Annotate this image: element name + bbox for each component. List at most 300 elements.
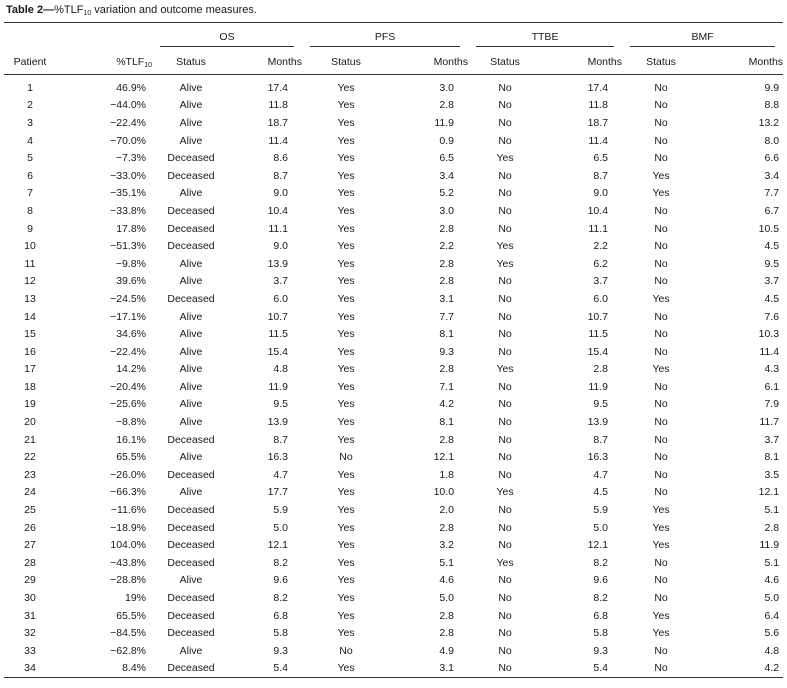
group-header-os xyxy=(152,23,302,51)
cell-os-status: Deceased xyxy=(167,468,215,481)
cell-pfs-status: Yes xyxy=(337,521,355,534)
cell-tlf: 14.2% xyxy=(116,363,146,376)
cell-bmf-months: 3.7 xyxy=(764,433,780,446)
cell-ttbe-status: No xyxy=(498,134,512,147)
cell-os-months: 3.7 xyxy=(273,275,289,288)
caption-subscript: 10 xyxy=(83,10,92,17)
cell-tlf: −66.3% xyxy=(110,486,146,499)
cell-os-status: Alive xyxy=(179,416,203,429)
cell-pfs-months: 1.8 xyxy=(439,468,455,481)
cell-os-months: 5.9 xyxy=(273,504,289,517)
cell-pfs-months: 3.0 xyxy=(439,81,455,94)
cell-ttbe-status: Yes xyxy=(496,486,514,499)
cell-os-months: 8.2 xyxy=(273,592,289,605)
cell-os-months: 5.8 xyxy=(273,627,289,640)
table-row xyxy=(4,396,783,414)
cell-ttbe-months: 6.5 xyxy=(593,152,609,165)
cell-os-months: 10.7 xyxy=(267,310,289,323)
cell-pfs-months: 2.8 xyxy=(439,363,455,376)
cell-os-months: 5.0 xyxy=(273,521,289,534)
table-row xyxy=(4,255,783,273)
cell-pfs-status: Yes xyxy=(337,539,355,552)
cell-bmf-months: 8.8 xyxy=(764,99,780,112)
cell-pfs-status: Yes xyxy=(337,433,355,446)
cell-os-status: Alive xyxy=(179,187,203,200)
cell-pfs-months: 11.9 xyxy=(434,116,455,129)
cell-bmf-months: 6.6 xyxy=(764,152,780,165)
cell-bmf-status: No xyxy=(654,99,668,112)
table-row xyxy=(4,484,783,502)
cell-os-months: 17.7 xyxy=(267,486,289,499)
cell-os-months: 9.6 xyxy=(273,574,289,587)
table-row xyxy=(4,167,783,185)
cell-pfs-months: 2.8 xyxy=(439,433,455,446)
cell-ttbe-months: 5.9 xyxy=(593,504,609,517)
cell-bmf-months: 4.3 xyxy=(764,363,780,376)
cell-ttbe-status: No xyxy=(498,345,512,358)
cell-os-status: Deceased xyxy=(167,627,215,640)
cell-ttbe-status: No xyxy=(498,662,512,675)
cell-os-months: 4.8 xyxy=(273,363,289,376)
table-row xyxy=(4,554,783,572)
cell-ttbe-status: Yes xyxy=(496,556,514,569)
cell-bmf-months: 3.5 xyxy=(764,468,780,481)
cell-ttbe-status: No xyxy=(498,644,512,657)
cell-bmf-status: No xyxy=(654,398,668,411)
cell-ttbe-status: No xyxy=(498,292,512,305)
cell-os-months: 8.7 xyxy=(273,169,289,182)
cell-ttbe-months: 6.2 xyxy=(593,257,609,270)
cell-pfs-months: 2.2 xyxy=(439,240,455,253)
cell-pfs-status: Yes xyxy=(337,222,355,235)
cell-patient: 11 xyxy=(24,257,36,270)
cell-os-status: Alive xyxy=(179,363,203,376)
cell-bmf-months: 4.2 xyxy=(764,662,780,675)
cell-tlf: −44.0% xyxy=(110,99,146,112)
cell-bmf-months: 9.9 xyxy=(764,81,780,94)
cell-ttbe-status: No xyxy=(498,275,512,288)
cell-ttbe-months: 6.0 xyxy=(593,292,609,305)
cell-pfs-months: 3.1 xyxy=(439,292,455,305)
cell-ttbe-status: Yes xyxy=(496,257,514,270)
cell-ttbe-months: 11.4 xyxy=(588,134,609,147)
cell-bmf-months: 10.5 xyxy=(758,222,780,235)
cell-os-months: 11.4 xyxy=(268,134,289,147)
cell-os-months: 11.5 xyxy=(268,328,289,341)
cell-bmf-months: 2.8 xyxy=(764,521,780,534)
table-row xyxy=(4,290,783,308)
cell-tlf: −28.8% xyxy=(110,574,146,587)
cell-bmf-months: 6.7 xyxy=(764,204,780,217)
cell-os-status: Alive xyxy=(179,275,203,288)
table-row xyxy=(4,132,783,150)
cell-tlf: −62.8% xyxy=(110,644,146,657)
column-header-row xyxy=(4,50,783,75)
cell-os-status: Alive xyxy=(179,116,203,129)
cell-bmf-months: 5.1 xyxy=(764,556,780,569)
cell-bmf-months: 6.1 xyxy=(764,380,780,393)
cell-ttbe-months: 5.8 xyxy=(593,627,609,640)
cell-ttbe-status: No xyxy=(498,539,512,552)
cell-ttbe-months: 4.5 xyxy=(593,486,609,499)
cell-bmf-status: Yes xyxy=(652,363,670,376)
cell-bmf-status: No xyxy=(654,662,668,675)
cell-patient: 19 xyxy=(24,398,36,411)
cell-os-status: Deceased xyxy=(167,556,215,569)
cell-bmf-months: 5.6 xyxy=(764,627,780,640)
cell-ttbe-months: 9.3 xyxy=(593,644,609,657)
cell-pfs-months: 5.1 xyxy=(439,556,455,569)
cell-ttbe-months: 10.7 xyxy=(587,310,609,323)
cell-pfs-months: 7.1 xyxy=(439,380,455,393)
cell-tlf: −17.1% xyxy=(110,310,146,323)
cell-bmf-status: No xyxy=(654,222,668,235)
cell-os-status: Deceased xyxy=(167,609,215,622)
cell-bmf-status: Yes xyxy=(652,627,670,640)
cell-ttbe-status: No xyxy=(498,169,512,182)
column-header-bmf-status: Status xyxy=(622,50,700,75)
cell-tlf: 34.6% xyxy=(116,328,146,341)
cell-os-months: 15.4 xyxy=(267,345,289,358)
cell-os-status: Alive xyxy=(179,380,203,393)
cell-ttbe-months: 9.5 xyxy=(593,398,609,411)
cell-os-months: 9.5 xyxy=(273,398,289,411)
cell-pfs-status: Yes xyxy=(337,310,355,323)
cell-ttbe-months: 8.2 xyxy=(593,556,609,569)
cell-pfs-months: 2.8 xyxy=(439,275,455,288)
cell-bmf-months: 7.7 xyxy=(764,187,780,200)
cell-bmf-status: No xyxy=(654,345,668,358)
cell-pfs-months: 8.1 xyxy=(439,416,455,429)
cell-ttbe-status: No xyxy=(498,521,512,534)
table-row xyxy=(4,431,783,449)
cell-pfs-months: 4.9 xyxy=(439,644,455,657)
cell-bmf-status: No xyxy=(654,556,668,569)
cell-bmf-months: 4.6 xyxy=(764,574,780,587)
table-row xyxy=(4,448,783,466)
table-row xyxy=(4,202,783,220)
cell-pfs-status: Yes xyxy=(337,240,355,253)
cell-bmf-months: 5.0 xyxy=(764,592,780,605)
cell-os-status: Deceased xyxy=(167,152,215,165)
cell-os-months: 18.7 xyxy=(267,116,289,129)
cell-ttbe-status: No xyxy=(498,204,512,217)
cell-bmf-status: No xyxy=(654,416,668,429)
cell-patient: 23 xyxy=(24,468,36,481)
cell-pfs-months: 4.6 xyxy=(439,574,455,587)
cell-patient: 4 xyxy=(27,134,33,147)
group-label-bmf: BMF xyxy=(630,31,775,47)
cell-os-status: Deceased xyxy=(167,539,215,552)
cell-bmf-months: 13.2 xyxy=(758,116,780,129)
cell-os-months: 10.4 xyxy=(267,204,289,217)
cell-ttbe-status: No xyxy=(498,468,512,481)
cell-tlf: 19% xyxy=(124,592,146,605)
cell-bmf-status: Yes xyxy=(652,187,670,200)
table-row xyxy=(4,642,783,660)
cell-os-status: Alive xyxy=(179,134,203,147)
group-header-blank xyxy=(56,23,152,51)
group-label-pfs: PFS xyxy=(310,31,460,47)
cell-pfs-months: 4.2 xyxy=(439,398,455,411)
cell-bmf-months: 11.7 xyxy=(759,416,780,429)
cell-pfs-status: Yes xyxy=(337,363,355,376)
cell-pfs-status: Yes xyxy=(337,116,355,129)
cell-ttbe-status: No xyxy=(498,398,512,411)
column-header-os-status: Status xyxy=(152,50,230,75)
column-header-ttbe-months: Months xyxy=(542,50,622,75)
cell-tlf: −25.6% xyxy=(110,398,146,411)
cell-bmf-months: 11.9 xyxy=(759,539,780,552)
table-body xyxy=(4,75,783,678)
cell-tlf: 104.0% xyxy=(110,539,146,552)
cell-ttbe-status: No xyxy=(498,627,512,640)
cell-os-months: 17.4 xyxy=(267,81,289,94)
cell-pfs-status: Yes xyxy=(337,609,355,622)
cell-pfs-months: 2.8 xyxy=(439,257,455,270)
cell-bmf-status: No xyxy=(654,204,668,217)
cell-ttbe-status: Yes xyxy=(496,363,514,376)
cell-os-months: 11.1 xyxy=(268,222,289,235)
table-row xyxy=(4,378,783,396)
group-label-ttbe: TTBE xyxy=(476,31,614,47)
cell-ttbe-months: 13.9 xyxy=(587,416,609,429)
cell-bmf-status: No xyxy=(654,644,668,657)
cell-pfs-months: 2.8 xyxy=(439,627,455,640)
cell-tlf: 65.5% xyxy=(116,451,146,464)
cell-ttbe-months: 17.4 xyxy=(587,81,609,94)
table-row xyxy=(4,413,783,431)
cell-os-months: 6.8 xyxy=(273,609,289,622)
cell-tlf: 8.4% xyxy=(122,662,146,675)
table-row xyxy=(4,624,783,642)
cell-tlf: −43.8% xyxy=(110,556,146,569)
cell-patient: 33 xyxy=(24,644,36,657)
cell-ttbe-status: No xyxy=(498,99,512,112)
cell-os-months: 16.3 xyxy=(267,451,289,464)
cell-ttbe-months: 18.7 xyxy=(587,116,609,129)
cell-patient: 5 xyxy=(27,152,33,165)
cell-pfs-status: Yes xyxy=(337,345,355,358)
cell-os-status: Deceased xyxy=(167,240,215,253)
cell-bmf-months: 7.9 xyxy=(764,398,780,411)
cell-tlf: 46.9% xyxy=(116,81,146,94)
cell-ttbe-months: 11.5 xyxy=(588,328,609,341)
cell-ttbe-months: 11.9 xyxy=(588,380,609,393)
cell-bmf-status: No xyxy=(654,574,668,587)
cell-patient: 24 xyxy=(24,486,36,499)
cell-os-status: Deceased xyxy=(167,222,215,235)
cell-bmf-status: No xyxy=(654,275,668,288)
cell-tlf: −26.0% xyxy=(110,468,146,481)
cell-bmf-status: Yes xyxy=(652,292,670,305)
cell-patient: 28 xyxy=(24,556,36,569)
cell-ttbe-status: No xyxy=(498,328,512,341)
cell-pfs-months: 3.1 xyxy=(439,662,455,675)
cell-patient: 9 xyxy=(27,222,33,235)
cell-patient: 10 xyxy=(24,240,36,253)
table-row xyxy=(4,273,783,291)
cell-ttbe-status: No xyxy=(498,433,512,446)
cell-ttbe-months: 8.7 xyxy=(593,169,609,182)
cell-os-status: Alive xyxy=(179,574,203,587)
cell-tlf: −35.1% xyxy=(110,187,146,200)
group-label-os: OS xyxy=(160,31,294,47)
cell-os-status: Alive xyxy=(179,257,203,270)
cell-ttbe-months: 9.0 xyxy=(593,187,609,200)
cell-patient: 20 xyxy=(24,416,36,429)
cell-bmf-status: Yes xyxy=(652,609,670,622)
cell-pfs-months: 2.8 xyxy=(439,521,455,534)
cell-ttbe-status: No xyxy=(498,592,512,605)
cell-pfs-status: Yes xyxy=(337,468,355,481)
cell-ttbe-months: 2.8 xyxy=(593,363,609,376)
cell-bmf-status: No xyxy=(654,380,668,393)
table-row xyxy=(4,660,783,678)
cell-pfs-status: Yes xyxy=(337,416,355,429)
cell-tlf: −11.6% xyxy=(110,504,146,517)
cell-patient: 31 xyxy=(24,609,36,622)
cell-pfs-status: Yes xyxy=(337,152,355,165)
group-header-row xyxy=(4,23,783,51)
cell-os-months: 9.0 xyxy=(273,187,289,200)
table-row xyxy=(4,519,783,537)
cell-tlf: −70.0% xyxy=(110,134,146,147)
cell-tlf: −33.0% xyxy=(110,169,146,182)
cell-os-status: Alive xyxy=(179,398,203,411)
cell-patient: 30 xyxy=(24,592,36,605)
cell-ttbe-status: No xyxy=(498,451,512,464)
cell-patient: 7 xyxy=(27,187,33,200)
cell-bmf-months: 5.1 xyxy=(764,504,780,517)
cell-os-months: 13.9 xyxy=(267,257,289,270)
cell-ttbe-months: 2.2 xyxy=(593,240,609,253)
cell-patient: 2 xyxy=(27,99,33,112)
cell-patient: 15 xyxy=(24,328,36,341)
cell-pfs-status: Yes xyxy=(337,169,355,182)
cell-ttbe-status: No xyxy=(498,222,512,235)
cell-pfs-months: 5.0 xyxy=(439,592,455,605)
table-row xyxy=(4,572,783,590)
cell-os-months: 13.9 xyxy=(267,416,289,429)
cell-bmf-status: No xyxy=(654,328,668,341)
column-header-pfs-months: Months xyxy=(390,50,468,75)
cell-pfs-status: Yes xyxy=(337,592,355,605)
cell-bmf-months: 12.1 xyxy=(758,486,780,499)
cell-bmf-months: 8.1 xyxy=(764,451,780,464)
column-header-pfs-status: Status xyxy=(302,50,390,75)
cell-os-status: Alive xyxy=(179,310,203,323)
cell-os-months: 11.9 xyxy=(268,380,289,393)
cell-pfs-status: Yes xyxy=(337,662,355,675)
cell-patient: 26 xyxy=(24,521,36,534)
cell-ttbe-months: 15.4 xyxy=(587,345,609,358)
cell-pfs-status: Yes xyxy=(337,99,355,112)
cell-pfs-months: 12.1 xyxy=(433,451,455,464)
table-row xyxy=(4,75,783,97)
cell-bmf-months: 4.8 xyxy=(764,644,780,657)
cell-os-months: 12.1 xyxy=(267,539,289,552)
cell-pfs-months: 10.0 xyxy=(433,486,455,499)
cell-pfs-status: Yes xyxy=(337,187,355,200)
tlf-header-text: %TLF xyxy=(116,55,145,68)
cell-patient: 8 xyxy=(27,204,33,217)
cell-pfs-status: Yes xyxy=(337,204,355,217)
cell-os-months: 5.4 xyxy=(273,662,289,675)
cell-bmf-months: 9.5 xyxy=(764,257,780,270)
cell-pfs-status: Yes xyxy=(337,292,355,305)
cell-bmf-status: Yes xyxy=(652,504,670,517)
cell-tlf: 17.8% xyxy=(116,222,146,235)
cell-bmf-status: No xyxy=(654,152,668,165)
cell-bmf-status: No xyxy=(654,257,668,270)
cell-os-status: Deceased xyxy=(167,592,215,605)
cell-os-months: 6.0 xyxy=(273,292,289,305)
cell-pfs-status: Yes xyxy=(337,134,355,147)
cell-ttbe-status: No xyxy=(498,574,512,587)
group-header-bmf xyxy=(622,23,783,51)
cell-patient: 34 xyxy=(24,662,36,675)
cell-pfs-months: 3.0 xyxy=(439,204,455,217)
column-header-bmf-months: Months xyxy=(700,50,783,75)
group-header-blank xyxy=(4,23,56,51)
table-row xyxy=(4,589,783,607)
cell-pfs-months: 7.7 xyxy=(439,310,455,323)
table-row xyxy=(4,466,783,484)
cell-bmf-status: No xyxy=(654,134,668,147)
cell-bmf-status: No xyxy=(654,310,668,323)
cell-os-status: Deceased xyxy=(167,662,215,675)
cell-bmf-status: Yes xyxy=(652,539,670,552)
cell-bmf-months: 7.6 xyxy=(764,310,780,323)
group-header-pfs xyxy=(302,23,468,51)
cell-bmf-status: No xyxy=(654,81,668,94)
cell-os-status: Alive xyxy=(179,486,203,499)
cell-os-months: 9.3 xyxy=(273,644,289,657)
caption-metric: %TLF xyxy=(54,4,84,16)
table-row xyxy=(4,536,783,554)
cell-tlf: −84.5% xyxy=(110,627,146,640)
cell-ttbe-months: 5.4 xyxy=(593,662,609,675)
group-header-ttbe xyxy=(468,23,622,51)
cell-os-months: 9.0 xyxy=(273,240,289,253)
cell-os-status: Alive xyxy=(179,81,203,94)
cell-ttbe-months: 9.6 xyxy=(593,574,609,587)
cell-bmf-status: No xyxy=(654,240,668,253)
cell-os-status: Deceased xyxy=(167,433,215,446)
table-row xyxy=(4,114,783,132)
cell-pfs-status: Yes xyxy=(337,556,355,569)
caption-dash: — xyxy=(43,4,55,16)
cell-ttbe-status: No xyxy=(498,504,512,517)
column-header-ttbe-status: Status xyxy=(468,50,542,75)
cell-ttbe-months: 12.1 xyxy=(587,539,609,552)
cell-ttbe-status: No xyxy=(498,81,512,94)
cell-pfs-months: 2.8 xyxy=(439,222,455,235)
cell-patient: 22 xyxy=(24,451,36,464)
table-row xyxy=(4,308,783,326)
cell-pfs-months: 3.4 xyxy=(439,169,455,182)
cell-ttbe-status: No xyxy=(498,609,512,622)
cell-ttbe-status: Yes xyxy=(496,152,514,165)
table-row xyxy=(4,97,783,115)
cell-ttbe-status: No xyxy=(498,310,512,323)
cell-pfs-months: 3.2 xyxy=(439,539,455,552)
cell-bmf-months: 8.0 xyxy=(764,134,780,147)
cell-pfs-status: Yes xyxy=(337,380,355,393)
cell-patient: 16 xyxy=(24,345,36,358)
cell-bmf-months: 11.4 xyxy=(759,345,780,358)
